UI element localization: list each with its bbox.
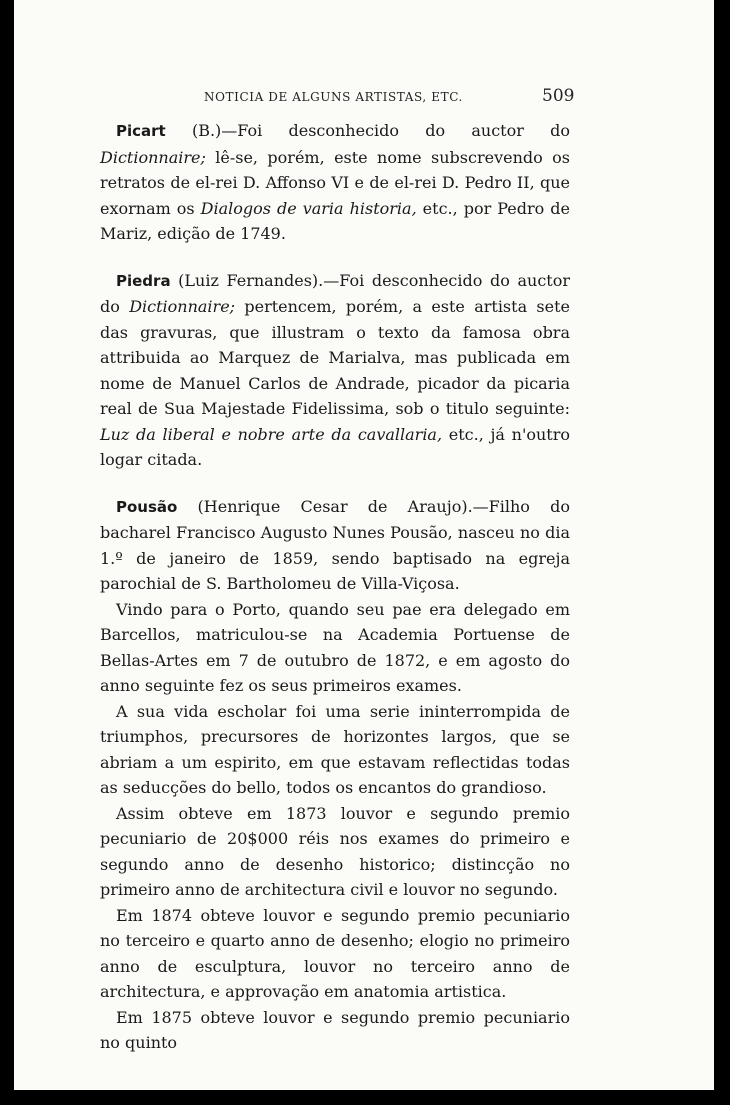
page-body	[100, 118, 570, 1056]
paragraph: Vindo para o Porto, quando seu pae era delegado em Barcellos, matriculou-se na Academia Portuense de Bellas-Artes em 7 de outubro de 1872, e em agosto do anno seguinte fez os seus primeiros exames.	[100, 599, 570, 695]
entry-name: Piedra	[116, 271, 171, 290]
entry-text: (Henrique Cesar de Araujo).—Filho do bacharel Francisco Augusto Nunes Pousão, nasceu no dia 1.º de janeiro de 1859, sendo baptisado na egreja parochial de S. Bartholomeu de Villa-Viçosa.	[100, 496, 570, 593]
entry-title-italic: Dictionnaire;	[100, 147, 206, 167]
book-page	[14, 0, 714, 1090]
paragraph: Assim obteve em 1873 louvor e segundo premio pecuniario de 20$000 réis nos exames do primeiro e segundo anno de desenho historico; distincção no primeiro anno de architectura civil e louvor no segundo.	[100, 803, 570, 899]
entry-name: Picart	[116, 122, 166, 140]
entry-text: (B.)—Foi desconhecido do auctor do	[165, 121, 570, 140]
paragraph: Em 1875 obteve louvor e segundo premio pecuniario no quinto	[100, 1007, 570, 1052]
entry-text: etc., por Pedro de Mariz, edição de 1749.	[100, 198, 570, 243]
entry-piedra	[100, 268, 570, 473]
entry-title-italic: Luz da liberal e nobre arte da cavallaria,	[100, 424, 443, 444]
entry-text: (Luiz Fernandes).—Foi desconhecido do auctor do	[100, 270, 570, 316]
entry-title-italic: Dialogos de varia historia,	[200, 198, 417, 218]
running-title: NOTICIA DE ALGUNS ARTISTAS, ETC.	[204, 90, 463, 104]
entry-pousao	[100, 494, 570, 597]
entry-name: Pousão	[116, 497, 178, 516]
entry-text: etc., já n'outro logar citada.	[100, 424, 570, 469]
paragraph: A sua vida escholar foi uma serie ininterrompida de triumphos, precursores de horizontes largos, que se abriam a um espirito, em que estavam reflectidas todas as seducções do bello, todos os encantos do grandioso.	[100, 701, 570, 797]
entry-text: pertencem, porém, a este artista sete das gravuras, que illustram o texto da famosa obra attribuida ao Marquez de Marialva, mas publicada em nome de Manuel Carlos de Andrade, picador da picaria real de Sua Majestade Fidelissima, sob o titulo seguinte:	[100, 297, 570, 418]
entry-title-italic: Dictionnaire;	[129, 297, 236, 316]
page-number: 509	[542, 86, 575, 106]
entry-picart	[100, 118, 570, 247]
entry-text: lê-se, porém, este nome subscrevendo os retratos de el-rei D. Affonso VI e de el-rei D. Pedro II, que exornam os	[100, 147, 570, 218]
page-header	[14, 86, 714, 110]
paragraph: Em 1874 obteve louvor e segundo premio pecuniario no terceiro e quarto anno de desenho; elogio no primeiro anno de esculptura, louvor no terceiro anno de architectura, e approvação em anatomia artistica.	[100, 905, 570, 1001]
